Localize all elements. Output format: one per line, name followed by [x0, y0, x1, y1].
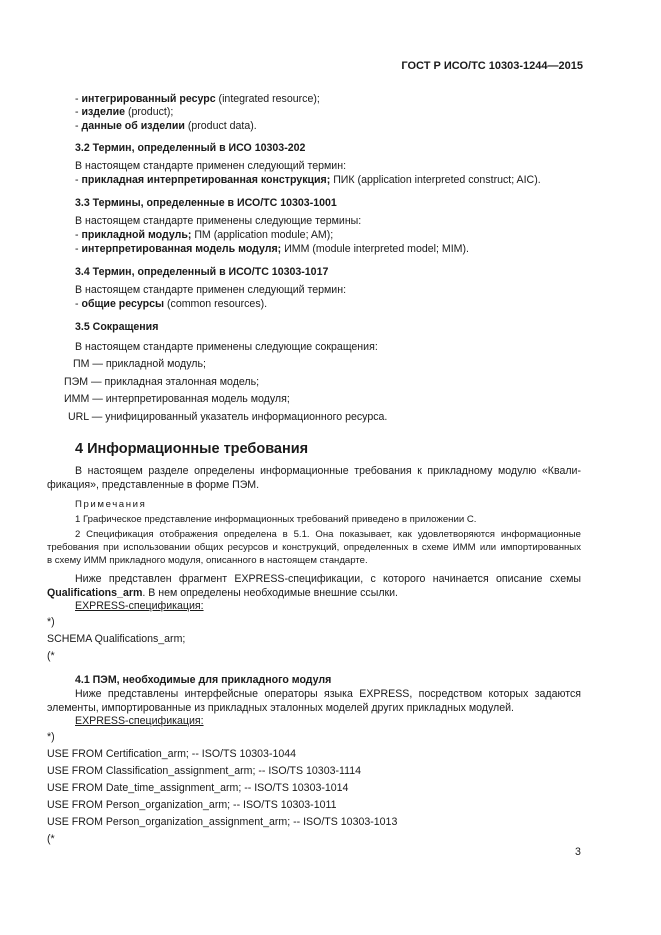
section-4-paragraph: Ниже представлен фрагмент EXPRESS-спецификации, с которого начинается описание схемы — [75, 573, 581, 585]
section-4-1-paragraph: элементы, импортированные из прикладных эталонных моделей других прикладных модулей. — [47, 702, 514, 714]
section-3-2-intro: В настоящем стандарте применен следующий термин: — [75, 160, 347, 172]
section-4-1-title: 4.1 ПЭМ, необходимые для прикладного модуля — [75, 674, 332, 686]
code-line: (* — [47, 650, 55, 662]
section-4-paragraph: В настоящем разделе определены информационные требования к прикладному модулю «Квали- — [75, 465, 581, 477]
page-number: 3 — [575, 846, 581, 858]
list-item: - изделие (product); — [75, 106, 174, 118]
term: прикладной модуль; — [81, 229, 192, 241]
term: изделие — [81, 106, 126, 118]
code-line: *) — [47, 616, 55, 628]
section-3-2-title: 3.2 Термин, определенный в ИСО 10303-202 — [75, 142, 306, 154]
code-line: *) — [47, 731, 55, 743]
term-english: ПМ (application module; AM); — [191, 229, 334, 241]
section-3-5-intro: В настоящем стандарте применены следующие сокращения: — [75, 341, 378, 353]
express-label: EXPRESS-спецификация: — [75, 715, 204, 727]
note: требования при использовании общих ресурсов и конструкций, определенных в схеме ИММ или импортированных — [47, 542, 581, 553]
schema-name: Qualifications_arm — [47, 587, 143, 599]
abbreviation-item: ПМ — прикладной модуль; — [73, 358, 206, 370]
term-english: ПИК (application interpreted construct; AIC). — [330, 174, 541, 186]
term-english: ИММ (module interpreted model; MIM). — [281, 243, 469, 255]
term: интерпретированная модель модуля; — [81, 243, 282, 255]
list-item: - данные об изделии (product data). — [75, 120, 257, 132]
term-english: (integrated resource); — [215, 93, 320, 105]
term-english: (product data). — [184, 120, 257, 132]
list-item: - прикладной модуль; ПМ (application module; AM); — [75, 229, 334, 241]
code-line: (* — [47, 833, 55, 845]
term: интегрированный ресурс — [81, 93, 216, 105]
term: данные об изделии — [81, 120, 185, 132]
code-line: SCHEMA Qualifications_arm; — [47, 633, 186, 645]
term-english: (common resources). — [164, 298, 268, 310]
code-line: USE FROM Certification_arm; -- ISO/TS 10303-1044 — [47, 748, 297, 760]
section-3-5-title: 3.5 Сокращения — [75, 321, 159, 333]
list-item: - интерпретированная модель модуля; ИММ (module interpreted model; MIM). — [75, 243, 469, 255]
section-4-1-paragraph: Ниже представлены интерфейсные операторы языка EXPRESS, посредством которых задаются — [75, 688, 581, 700]
list-item: - интегрированный ресурс (integrated resource); — [75, 93, 320, 105]
list-item: - прикладная интерпретированная конструкция; ПИК (application interpreted construct; AIC). — [75, 174, 541, 186]
list-item: - общие ресурсы (common resources). — [75, 298, 268, 310]
section-3-3-title: 3.3 Термины, определенные в ИСО/ТС 10303-1001 — [75, 197, 337, 209]
code-line: USE FROM Date_time_assignment_arm; -- ISO/TS 10303-1014 — [47, 782, 349, 794]
code-line: USE FROM Classification_assignment_arm; -- ISO/TS 10303-1114 — [47, 765, 362, 777]
abbreviation-item: ПЭМ — прикладная эталонная модель; — [64, 376, 260, 388]
note: 2 Спецификация отображения определена в 5.1. Она показывает, как удовлетворяются информационные — [75, 529, 581, 540]
abbreviation-item: ИММ — интерпретированная модель модуля; — [64, 393, 290, 405]
abbreviation-item: URL — унифицированный указатель информационного ресурса. — [68, 411, 388, 423]
code-line: USE FROM Person_organization_assignment_arm; -- ISO/TS 10303-1013 — [47, 816, 398, 828]
section-4-paragraph: фикация», представленные в форме ПЭМ. — [47, 479, 260, 491]
code-line: USE FROM Person_organization_arm; -- ISO/TS 10303-1011 — [47, 799, 337, 811]
note: 1 Графическое представление информационных требований приведено в приложении С. — [75, 514, 477, 525]
express-label: EXPRESS-спецификация: — [75, 600, 204, 612]
notes-label: Примечания — [75, 499, 147, 510]
note: в схему ИММ прикладного модуля, описанного в настоящем стандарте. — [47, 555, 368, 566]
section-4-paragraph — [47, 587, 398, 600]
term-english: (product); — [125, 106, 174, 118]
section-3-3-intro: В настоящем стандарте применены следующие термины: — [75, 215, 362, 227]
section-3-4-title: 3.4 Термин, определенный в ИСО/ТС 10303-1017 — [75, 266, 329, 278]
term: прикладная интерпретированная конструкция; — [81, 174, 331, 186]
paragraph-text: . В нем определены необходимые внешние ссылки. — [142, 587, 398, 599]
document-code: ГОСТ Р ИСО/ТС 10303-1244—2015 — [401, 60, 583, 72]
term: общие ресурсы — [81, 298, 165, 310]
section-3-4-intro: В настоящем стандарте применен следующий термин: — [75, 284, 347, 296]
section-4-title: 4 Информационные требования — [75, 441, 309, 457]
